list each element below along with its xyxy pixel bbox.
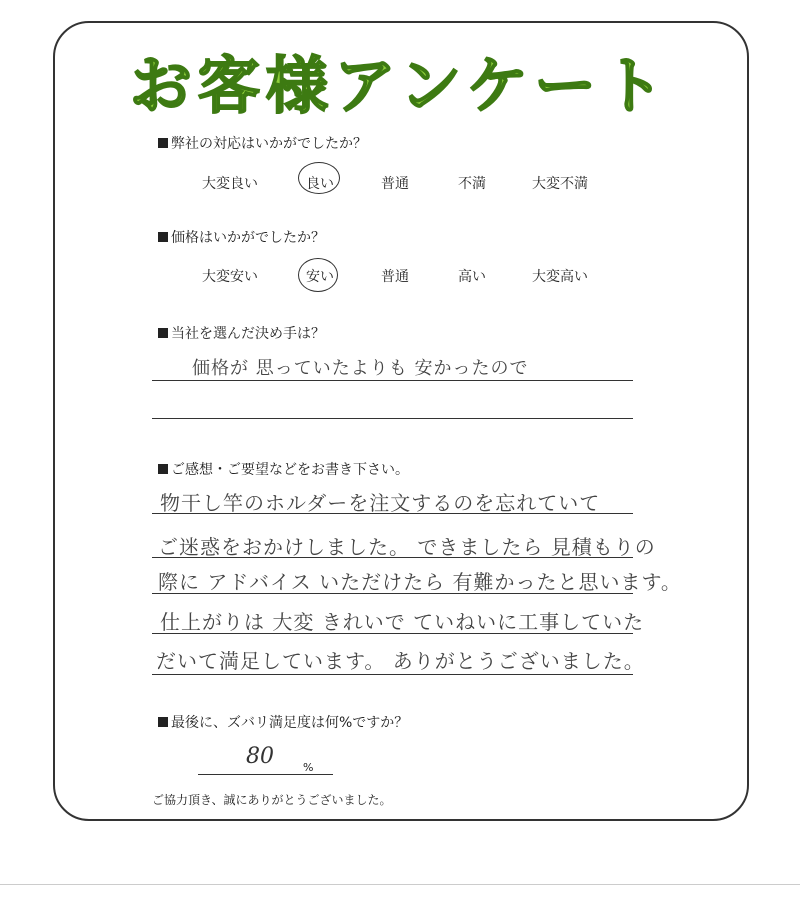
q1-option-5[interactable]: 大変不満 (532, 176, 588, 192)
q4-answer-line-5: だいて満足しています。 ありがとうございました。 (156, 649, 645, 673)
question-5 (158, 712, 408, 732)
thanks-note: ご協力頂き、誠にありがとうございました。 (152, 793, 392, 807)
q1-selected-circle (298, 162, 340, 194)
bullet-square-icon (158, 464, 168, 474)
answer-rule (152, 513, 633, 514)
question-1 (158, 133, 367, 153)
q2-option-1[interactable]: 大変安い (202, 269, 258, 285)
q4-answer-line-1: 物干し竿のホルダーを注文するのを忘れていて (160, 491, 601, 515)
answer-rule (152, 674, 633, 675)
q2-option-4[interactable]: 高い (458, 269, 486, 285)
bullet-square-icon (158, 717, 168, 727)
q2-option-2[interactable]: 安い (306, 269, 334, 285)
q4-answer-line-3: 際に アドバイス いただけたら 有難かったと思います。 (158, 570, 682, 594)
question-4-label: ご感想・ご要望などをお書き下さい。 (171, 462, 409, 478)
bullet-square-icon (158, 138, 168, 148)
question-4 (158, 459, 409, 479)
answer-rule (152, 418, 633, 419)
q2-selected-circle (298, 258, 338, 292)
q3-answer-line-1: 価格が 思っていたよりも 安かったので (192, 358, 529, 379)
q1-option-1[interactable]: 大変良い (202, 176, 258, 192)
q1-option-3[interactable]: 普通 (381, 176, 409, 192)
answer-rule (152, 593, 633, 594)
question-5-label: 最後に、ズバリ満足度は何%ですか？ (171, 715, 409, 731)
q4-answer-line-4: 仕上がりは 大変 きれいで ていねいに工事していた (160, 610, 645, 634)
question-2-label: 価格はいかがでしたか？ (171, 230, 325, 246)
satisfaction-unit: % (303, 761, 314, 774)
q2-option-3[interactable]: 普通 (381, 269, 409, 285)
bullet-square-icon (158, 328, 168, 338)
answer-rule (152, 557, 633, 558)
bullet-square-icon (158, 232, 168, 242)
question-2 (158, 227, 325, 247)
question-3-label: 当社を選んだ決め手は？ (171, 326, 325, 342)
q1-option-2[interactable]: 良い (306, 176, 334, 192)
question-3 (158, 323, 325, 343)
satisfaction-rule (198, 774, 333, 775)
survey-title: お客様アンケート (129, 49, 671, 122)
scan-edge (0, 884, 800, 885)
q1-option-4[interactable]: 不満 (458, 176, 486, 192)
q4-answer-line-2: ご迷惑をおかけしました。 できましたら 見積もりの (158, 535, 656, 559)
answer-rule (152, 380, 633, 381)
q2-option-5[interactable]: 大変高い (532, 269, 588, 285)
question-1-label: 弊社の対応はいかがでしたか？ (171, 136, 367, 152)
answer-rule (152, 633, 633, 634)
satisfaction-value: 80 (246, 744, 274, 769)
